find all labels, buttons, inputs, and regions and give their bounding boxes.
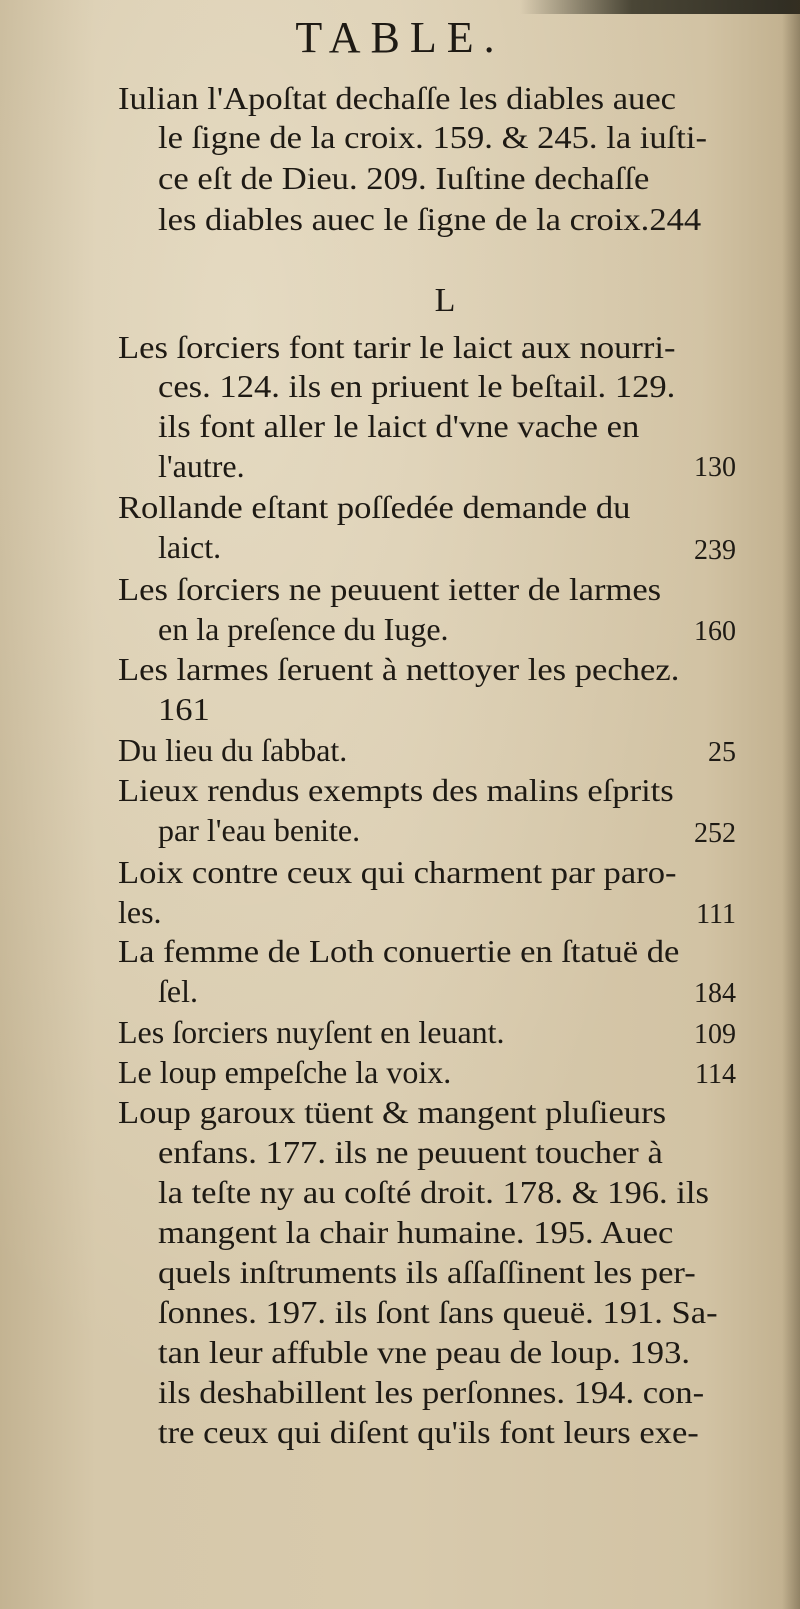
entry-line: ce eſt de Dieu. 209. Iuſtine dechaſſe [158,160,650,196]
entry-line: ils font aller le laict d'vne vache en [158,408,640,444]
page-reference: 25 [708,737,736,768]
entry-line: les. [118,894,162,930]
entry-line: Les larmes ſeruent à nettoyer les pechez. [118,651,680,687]
entry-line: Du lieu du ſabbat. [118,732,348,768]
page-right-edge [782,0,800,1609]
page-reference: 114 [695,1059,736,1090]
entry-line: Loup garoux tüent & mangent pluſieurs [118,1094,667,1130]
page-reference: 111 [696,899,736,930]
entry-line: ces. 124. ils en priuent le beſtail. 129. [158,368,676,404]
entry-line: Iulian l'Apoſtat dechaſſe les diables auec [118,80,677,116]
entry-line: ſonnes. 197. ils ſont ſans queuë. 191. Sa- [158,1294,718,1330]
entry-line: enfans. 177. ils ne peuuent toucher à [158,1134,663,1170]
running-head: TABLE. [295,13,505,62]
entry-line: 161 [158,691,210,727]
page-reference: 160 [694,616,736,647]
page-reference: 239 [694,535,736,566]
section-letter: L [434,282,456,319]
entry-line: ils deshabillent les perſonnes. 194. con- [158,1374,705,1410]
entry-line: Le loup empeſche la voix. [118,1054,452,1090]
entry-line: La femme de Loth conuertie en ſtatuë de [118,933,680,969]
page-reference: 130 [694,452,736,483]
entry-line: tan leur affuble vne peau de loup. 193. [158,1334,690,1370]
entry-line: les diables auec le ſigne de la croix.244 [158,201,702,237]
entry-line: l'autre. [158,448,245,484]
entry-line: Loix contre ceux qui charment par paro- [118,854,677,890]
entry-line: Rollande eſtant poſſedée demande du [118,489,631,525]
entry-line: en la preſence du Iuge. [158,611,449,647]
entry-line: par l'eau benite. [158,812,361,848]
page-reference: 184 [694,978,736,1009]
entry-line: ſel. [158,973,198,1009]
entry-line: tre ceux qui diſent qu'ils font leurs exe- [158,1414,699,1450]
page-reference: 109 [694,1019,736,1050]
entry-line: mangent la chair humaine. 195. Auec [158,1214,674,1250]
entry-line: Les ſorciers nuyſent en leuant. [118,1014,505,1050]
entry-line: quels inſtruments ils aſſaſſinent les per- [158,1254,696,1290]
entry-line: la teſte ny au coſté droit. 178. & 196. ils [158,1174,709,1210]
page-reference: 252 [694,818,736,849]
entry-line: le ſigne de la croix. 159. & 245. la iuſti- [158,119,707,155]
entry-line: Les ſorciers ne peuuent ietter de larmes [118,571,662,607]
entry-line: Les ſorciers font tarir le laict aux nourri- [118,329,676,365]
page-edge-shadow [520,0,800,14]
entry-line: laict. [158,529,222,565]
entry-line: Lieux rendus exempts des malins eſprits [118,772,674,808]
